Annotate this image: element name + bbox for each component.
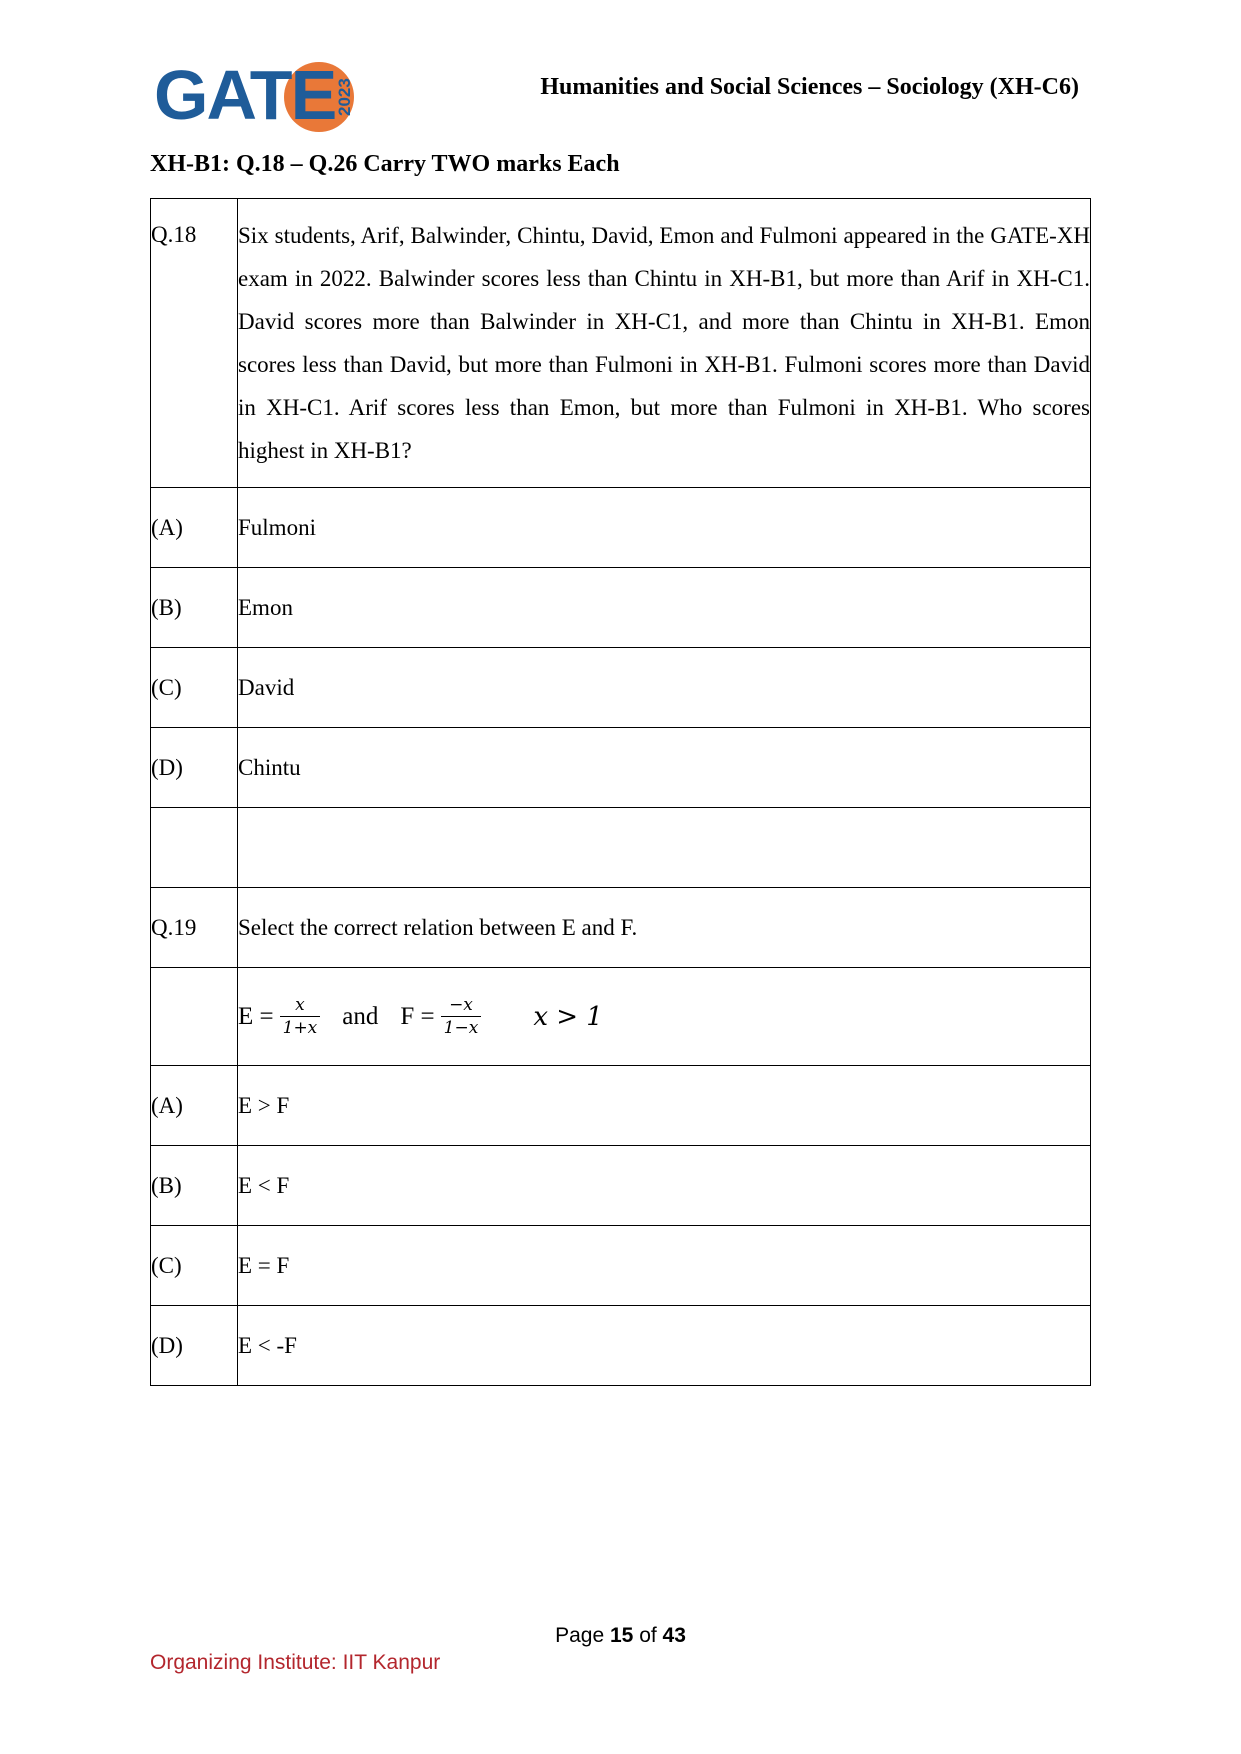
option-row: [151, 728, 1091, 808]
section-heading: XH-B1: Q.18 – Q.26 Carry TWO marks Each: [150, 151, 620, 177]
option-label: (D): [151, 1306, 238, 1386]
option-text: Emon: [238, 568, 1091, 648]
question-text: Select the correct relation between E and F.: [238, 888, 1091, 968]
question-row-q19: [151, 888, 1091, 968]
e-numerator: x: [295, 995, 305, 1015]
option-label: (A): [151, 1066, 238, 1146]
f-lhs: F =: [400, 1002, 435, 1030]
page-current: 15: [609, 1624, 634, 1647]
condition: x > 1: [533, 1001, 603, 1032]
f-denominator: 1−x: [441, 1016, 482, 1039]
option-text: E = F: [238, 1226, 1091, 1306]
f-fraction: [441, 994, 482, 1039]
logo-year: 2023: [335, 78, 354, 116]
option-row: [151, 1306, 1091, 1386]
equation: [238, 994, 1090, 1039]
option-text: E > F: [238, 1066, 1091, 1146]
option-row: [151, 1146, 1091, 1226]
and-word: and: [342, 1002, 379, 1030]
option-label: (C): [151, 648, 238, 728]
page-total: 43: [662, 1624, 686, 1647]
page-prefix: Page: [555, 1624, 605, 1647]
option-label: (D): [151, 728, 238, 808]
paper-title: Humanities and Social Sciences – Sociology (XH-C6): [540, 74, 1079, 100]
option-row: [151, 1066, 1091, 1146]
option-row: [151, 568, 1091, 648]
option-text: E < -F: [238, 1306, 1091, 1386]
option-row: [151, 1226, 1091, 1306]
organizer-text: Organizing Institute: IIT Kanpur: [150, 1651, 441, 1674]
e-lhs: E =: [238, 1002, 274, 1030]
option-label: (B): [151, 568, 238, 648]
f-numerator: −x: [449, 995, 473, 1015]
gate-logo: [154, 58, 364, 138]
page-of: of: [639, 1624, 657, 1647]
option-label: (A): [151, 488, 238, 568]
option-text: E < F: [238, 1146, 1091, 1226]
option-text: Fulmoni: [238, 488, 1091, 568]
option-row: [151, 648, 1091, 728]
page-number: [0, 1624, 1241, 1648]
question-number: Q.18: [151, 199, 238, 488]
option-label: (C): [151, 1226, 238, 1306]
option-text: David: [238, 648, 1091, 728]
equation-row: [151, 968, 1091, 1066]
question-number: Q.19: [151, 888, 238, 968]
option-text: Chintu: [238, 728, 1091, 808]
e-denominator: 1+x: [280, 1016, 321, 1039]
question-text: Six students, Arif, Balwinder, Chintu, David, Emon and Fulmoni appeared in the GATE-XH exam in 2022. Balwinder scores less than Chintu in XH-B1, but more than Arif in XH-C1. David scores more than Balwinder in XH-C1, and more than Chintu in XH-B1. Emon scores less than David, but more than Fulmoni in XH-B1. Fulmoni scores more than David in XH-C1. Arif scores less than Emon, but more than Fulmoni in XH-B1. Who scores highest in XH-B1?: [238, 223, 1090, 463]
option-label: (B): [151, 1146, 238, 1226]
question-row-q18: [151, 199, 1091, 488]
blank-row: [151, 808, 1091, 888]
option-row: [151, 488, 1091, 568]
logo-text: GATE: [154, 56, 336, 134]
question-table: [150, 198, 1091, 1386]
e-fraction: [280, 994, 321, 1039]
